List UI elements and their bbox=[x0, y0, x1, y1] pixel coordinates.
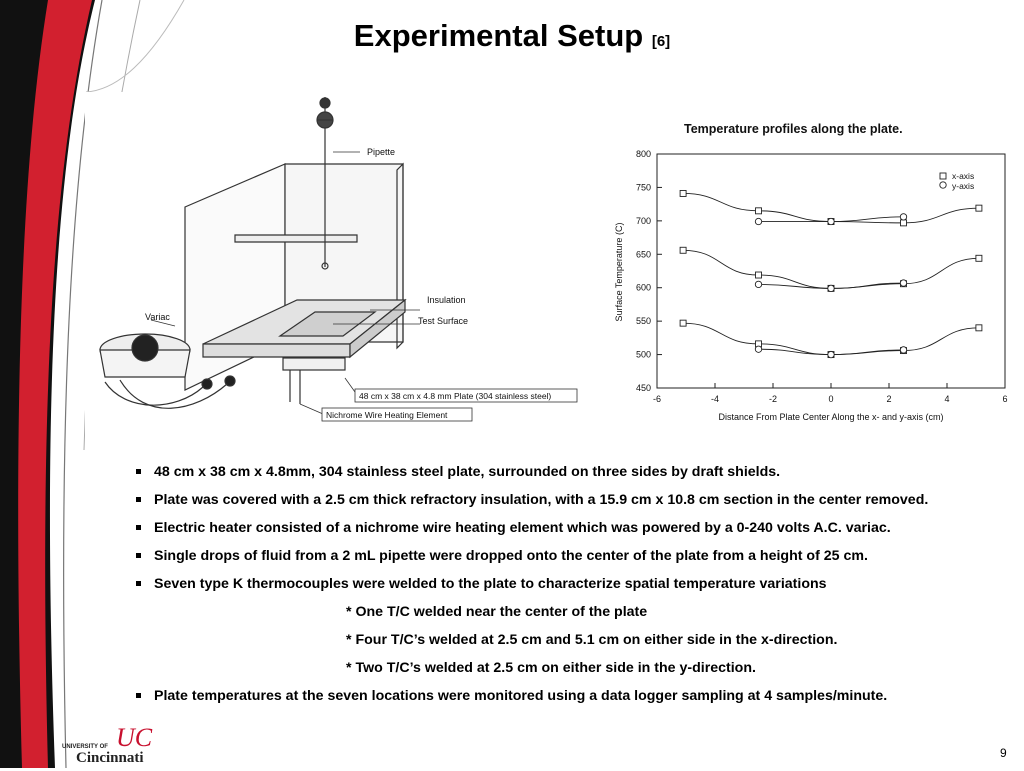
x-tick-label: 6 bbox=[1002, 394, 1008, 404]
data-point-circle bbox=[755, 218, 761, 224]
legend-circle-marker bbox=[940, 182, 946, 188]
data-point-square bbox=[756, 272, 762, 278]
chart-x-label: Distance From Plate Center Along the x- and y-axis (cm) bbox=[718, 412, 944, 422]
chart-y-label: Surface Temperature (C) bbox=[614, 222, 624, 322]
slide-title-reference: [6] bbox=[651, 33, 671, 50]
x-tick-label: 4 bbox=[944, 394, 950, 404]
data-point-circle bbox=[828, 351, 834, 357]
label-plate: 48 cm x 38 cm x 4.8 mm Plate (304 stainless steel) bbox=[359, 391, 552, 401]
sub-bullet-item: * Two T/C’s welded at 2.5 cm on either side in the y-direction. bbox=[346, 660, 756, 676]
data-point-circle bbox=[755, 281, 761, 287]
data-point-circle bbox=[900, 280, 906, 286]
x-tick-label: -2 bbox=[768, 394, 778, 404]
label-insulation: Insulation bbox=[427, 295, 466, 305]
bullet-item: Plate was covered with a 2.5 cm thick refractory insulation, with a 15.9 cm x 10.8 cm section in the center removed. bbox=[133, 490, 1018, 518]
slide-title-text: Experimental Setup bbox=[353, 18, 644, 53]
pipette-stand bbox=[235, 235, 357, 242]
apparatus-diagram bbox=[85, 92, 621, 442]
legend-y-axis: y-axis bbox=[952, 181, 975, 191]
y-tick-label: 550 bbox=[635, 316, 651, 327]
data-point-square bbox=[901, 220, 907, 226]
x-tick-label: 0 bbox=[828, 394, 834, 404]
data-point-circle bbox=[900, 347, 906, 353]
y-tick-label: 700 bbox=[635, 215, 651, 226]
y-tick-label: 500 bbox=[635, 349, 651, 360]
data-point-square bbox=[680, 247, 686, 253]
logo-line-2: Cincinnati bbox=[76, 750, 144, 766]
bullet-item: Seven type K thermocouples were welded to the plate to characterize spatial temperature variations bbox=[133, 574, 1018, 602]
data-point-circle bbox=[828, 218, 834, 224]
y-tick-label: 650 bbox=[635, 249, 651, 260]
label-variac: Variac bbox=[145, 312, 170, 322]
university-logo bbox=[60, 722, 160, 766]
bullet-item: Electric heater consisted of a nichrome wire heating element which was powered by a 0-240 volts A.C. variac. bbox=[133, 518, 1018, 546]
x-tick-label: -6 bbox=[652, 394, 662, 404]
sub-bullet-item: * Four T/C’s welded at 2.5 cm and 5.1 cm on either side in the x-direction. bbox=[346, 632, 838, 648]
x-tick-label: 2 bbox=[886, 394, 892, 404]
temperature-profile-chart bbox=[608, 112, 1024, 432]
label-heater: Nichrome Wire Heating Element bbox=[326, 410, 448, 420]
data-point-square bbox=[756, 208, 762, 214]
data-point-circle bbox=[828, 285, 834, 291]
page-number: 9 bbox=[1000, 746, 1007, 760]
bullet-item: Single drops of fluid from a 2 mL pipette were dropped onto the center of the plate from a height of 25 cm. bbox=[133, 546, 1018, 574]
x-tick-label: -4 bbox=[710, 394, 720, 404]
chart-legend bbox=[940, 171, 974, 191]
data-point-square bbox=[976, 205, 982, 211]
legend-x-axis: x-axis bbox=[952, 171, 975, 181]
data-point-square bbox=[680, 320, 686, 326]
legend-square-marker bbox=[940, 173, 946, 179]
y-tick-label: 600 bbox=[635, 282, 651, 293]
heating-element bbox=[283, 358, 345, 370]
y-tick-label: 450 bbox=[635, 383, 651, 393]
y-tick-label: 800 bbox=[635, 149, 651, 159]
y-tick-label: 750 bbox=[635, 182, 651, 193]
series-line bbox=[683, 323, 979, 354]
data-point-circle bbox=[755, 346, 761, 352]
bullet-item: Plate temperatures at the seven locations were monitored using a data logger sampling at 4 samples/minute. bbox=[133, 686, 1018, 714]
label-pipette: Pipette bbox=[367, 147, 396, 157]
bullet-list bbox=[133, 462, 1018, 714]
data-point-square bbox=[976, 255, 982, 261]
data-point-square bbox=[976, 325, 982, 331]
bullet-item: 48 cm x 38 cm x 4.8mm, 304 stainless steel plate, surrounded on three sides by draft shields. bbox=[133, 462, 1018, 490]
label-test-surface: Test Surface bbox=[418, 316, 469, 326]
slide-title bbox=[0, 18, 1024, 54]
data-point-square bbox=[680, 190, 686, 196]
data-point-circle bbox=[900, 214, 906, 220]
logo-line-1: UNIVERSITY OF bbox=[62, 744, 108, 750]
chart-title: Temperature profiles along the plate. bbox=[684, 122, 903, 136]
logo-monogram: UC bbox=[116, 723, 153, 752]
sub-bullet-item: * One T/C welded near the center of the plate bbox=[346, 604, 648, 620]
series-line bbox=[683, 250, 979, 288]
